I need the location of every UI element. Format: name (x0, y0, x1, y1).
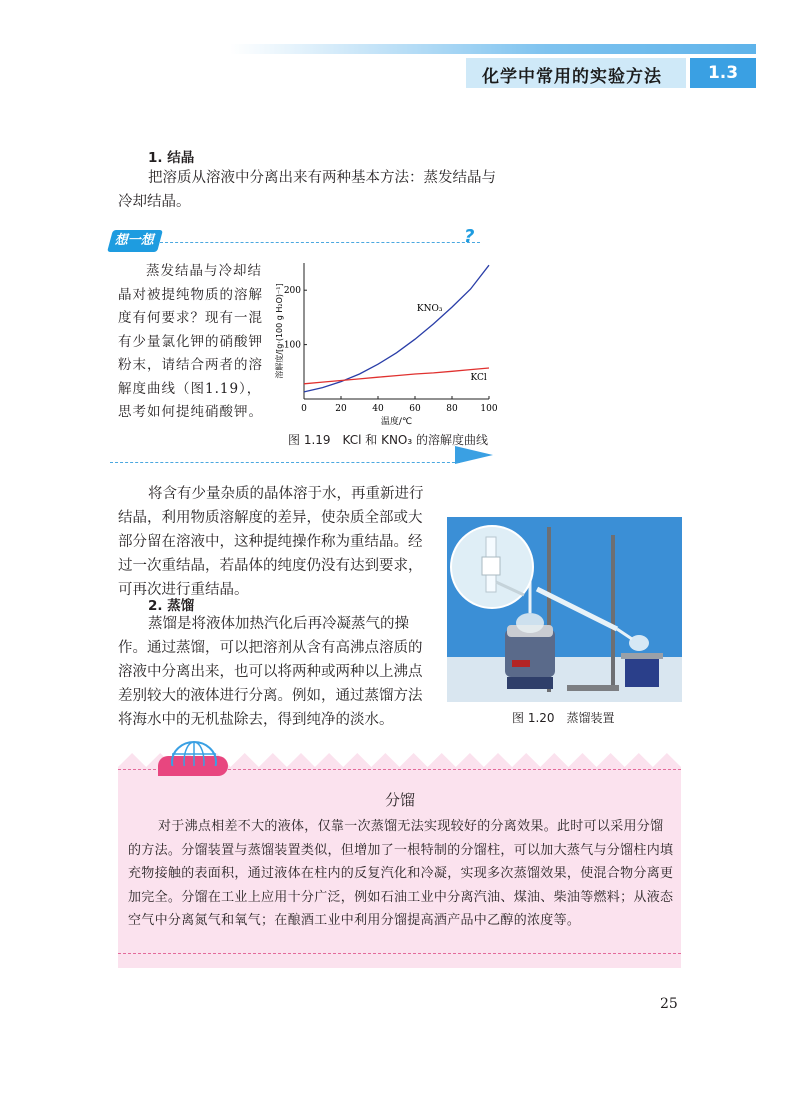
question-mark-icon: ? (464, 226, 475, 247)
series-label-kcl: KCl (470, 372, 487, 383)
think-top-divider (160, 242, 480, 243)
header-gradient-strip (230, 44, 756, 54)
header-title-bar (466, 58, 686, 88)
figure-1-20-caption: 图 1.20 蒸馏装置 (512, 711, 615, 725)
globe-icon (170, 738, 218, 766)
distillation-apparatus-photo (447, 517, 682, 702)
section-heading-distillation: 2. 蒸馏 (148, 598, 195, 614)
series-line-KCl (304, 368, 489, 384)
x-tick-label: 20 (335, 404, 347, 414)
figure-1-19-caption: 图 1.19 KCl 和 KNO₃ 的溶解度曲线 (288, 433, 489, 447)
y-tick-label: 100 (283, 340, 301, 351)
extension-bottom-divider (118, 953, 681, 954)
extension-title: 分馏 (384, 791, 415, 809)
x-tick-label: 60 (409, 404, 421, 414)
extension-text: 对于沸点相差不大的液体，仅靠一次蒸馏无法实现较好的分离效果。此时可以采用分馏的方法。分馏装置与蒸馏装置类似，但增加了一根特制的分馏柱，可以加大蒸气与分馏柱内填充物接触的表面积，通过液体在柱内的反复汽化和冷凝，实现多次蒸馏效果，使混合物分离更加完全。分馏在工业上应用十分广泛，例如石油工业中分离汽油、煤油、柴油等燃料；从液态空气中分离氮气和氧气；在酿酒工业中利用分馏提高酒产品中乙醇的浓度等。 (128, 819, 674, 928)
condenser-closeup-inset (450, 525, 534, 609)
crystallization-intro: 把溶质从溶液中分离出来有两种基本方法：蒸发结晶与冷却结晶。 (118, 170, 496, 210)
page-number: 25 (660, 996, 678, 1012)
x-axis-label: 温度/℃ (380, 417, 413, 427)
solubility-chart (270, 255, 500, 430)
solubility-chart-svg (270, 255, 500, 430)
condenser-closeup-illustration (452, 527, 532, 607)
think-label: 想一想 (107, 230, 163, 252)
think-text: 蒸发结晶与冷却结晶对被提纯物质的溶解度有何要求？现有一混有少量氯化钾的硝酸钾粉末，请结合两者的溶解度曲线（图1.19），思考如何提纯硝酸钾。 (118, 263, 263, 420)
page-header (230, 44, 756, 88)
x-tick-label: 100 (480, 404, 498, 414)
chapter-title: 化学中常用的实验方法 (482, 67, 662, 87)
y-tick-label: 200 (283, 286, 301, 297)
distillation-text: 蒸馏是将液体加热汽化后再冷凝蒸气的操作。通过蒸馏，可以把溶剂从含有高沸点溶质的溶液中分离出来，也可以将两种或两种以上沸点差别较大的液体进行分离。例如，通过蒸馏方法将海水中的无机盐除去，得到纯净的淡水。 (118, 616, 423, 728)
think-bottom-divider (110, 462, 460, 463)
x-tick-label: 80 (446, 404, 458, 414)
recrystallization-text: 将含有少量杂质的晶体溶于水，再重新进行结晶，利用物质溶解度的差异，使杂质全部或大部分留在溶液中，这种提纯操作称为重结晶。经过一次重结晶，若晶体的纯度仍没有达到要求，可再次进行重结晶。 (118, 486, 424, 598)
x-tick-label: 40 (372, 404, 384, 414)
section-number: 1.3 (690, 58, 756, 88)
series-label-kno3: KNO₃ (416, 303, 443, 314)
section-heading-crystallization: 1. 结晶 (148, 150, 195, 166)
x-tick-label: 0 (301, 404, 307, 414)
arrow-icon (455, 446, 493, 464)
series-line-KNO₃ (304, 265, 489, 392)
y-axis-label: 溶解度/[g·(100 g H₂O)⁻¹] (275, 283, 284, 379)
